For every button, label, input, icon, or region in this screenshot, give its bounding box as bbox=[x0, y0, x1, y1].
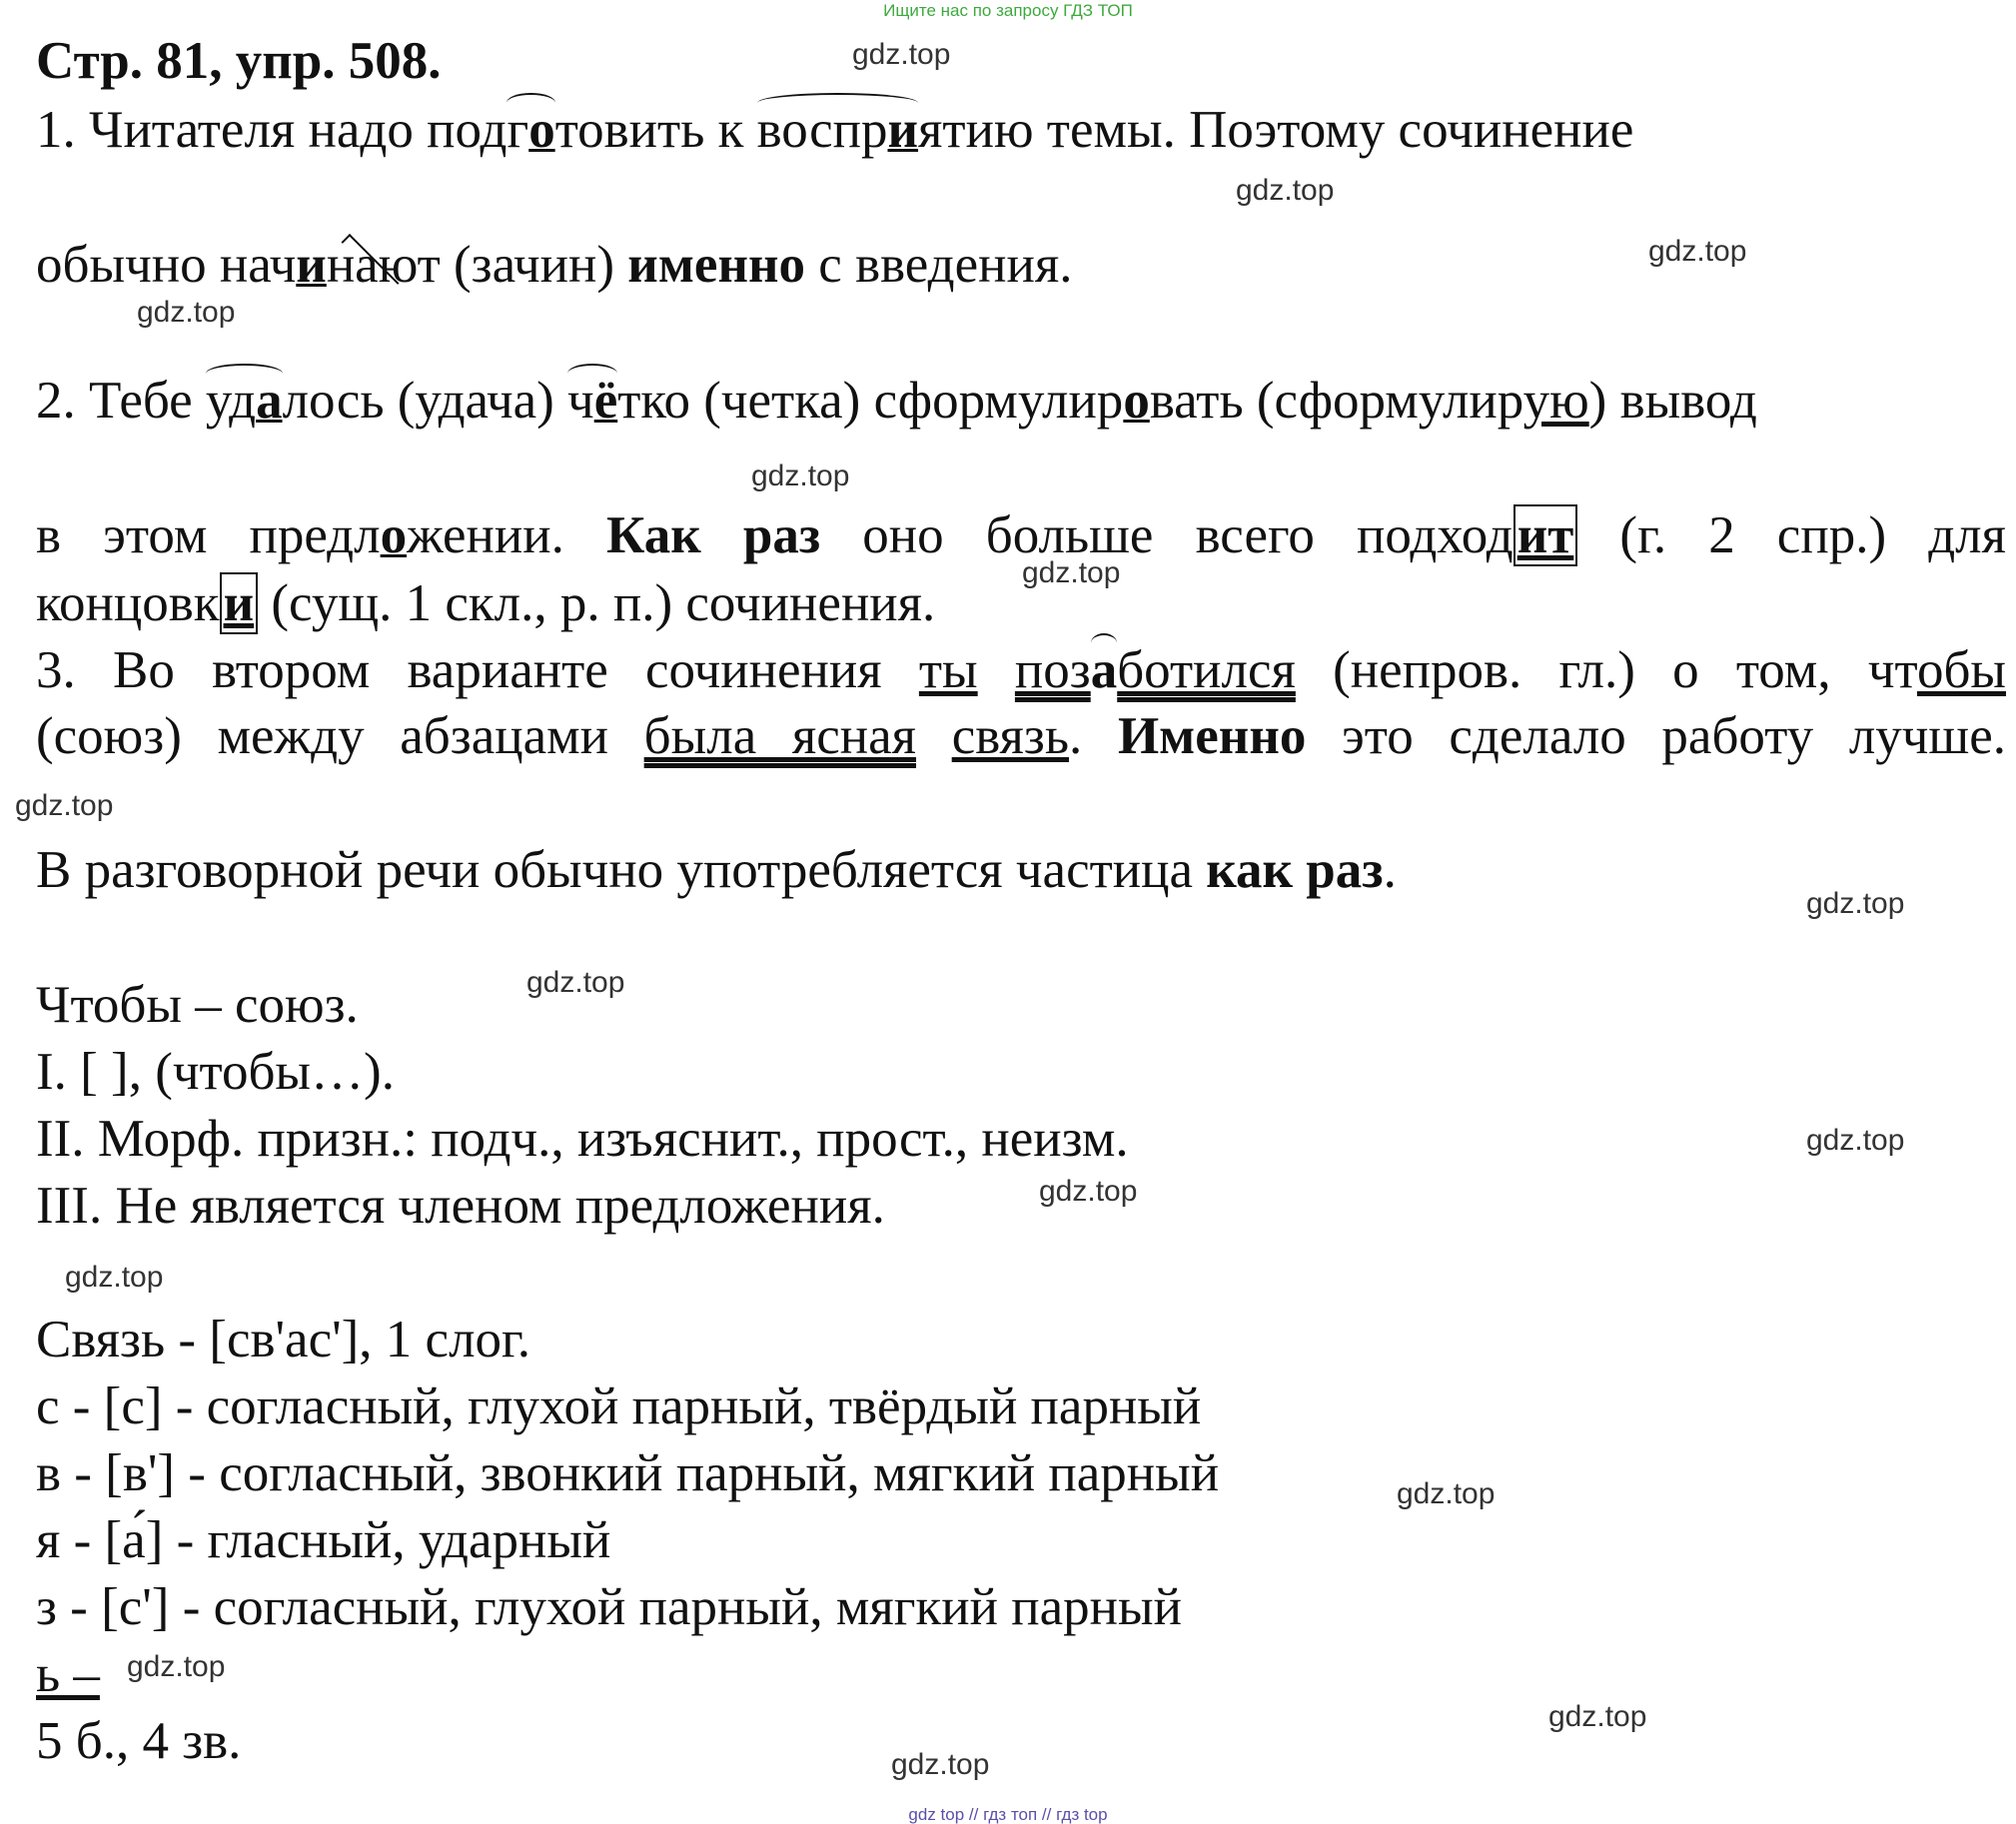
particle: как раз bbox=[1206, 841, 1384, 899]
text: (г. 2 спр.) для bbox=[1577, 506, 2006, 564]
text: воспр bbox=[756, 101, 888, 159]
text bbox=[978, 641, 1015, 699]
text: в этом предл bbox=[36, 506, 381, 564]
text: (зачин) bbox=[440, 236, 628, 294]
ending-box: и bbox=[220, 572, 259, 634]
text: (четка) сформулир bbox=[689, 372, 1124, 430]
text: тко bbox=[617, 372, 690, 430]
watermark: gdz.top bbox=[852, 38, 951, 71]
text: концовк bbox=[36, 574, 220, 632]
subject-underline: ты bbox=[918, 641, 978, 699]
particle: Именно bbox=[1117, 707, 1307, 765]
bottom-banner[interactable]: gdz top // гдз топ // гдз top bbox=[908, 1805, 1108, 1824]
soft-sign-line: ь – bbox=[36, 1645, 100, 1703]
particle: именно bbox=[627, 236, 806, 294]
text: (сущ. 1 скл., р. п.) сочинения. bbox=[258, 574, 936, 632]
analysis-line: III. Не является членом предложения. bbox=[36, 1177, 885, 1235]
watermark: gdz.top bbox=[1236, 174, 1335, 207]
analysis-line: II. Морф. призн.: подч., изъяснит., прост., неизм. bbox=[36, 1110, 1129, 1168]
text: В разговорной речи обычно употребляется частица bbox=[36, 841, 1207, 899]
text: ч bbox=[567, 372, 594, 430]
orthogram: ё bbox=[593, 372, 618, 430]
phonetic-line: Связь - [св'ас'], 1 слог. bbox=[36, 1311, 531, 1368]
watermark: gdz.top bbox=[526, 966, 625, 999]
text: . bbox=[1069, 707, 1118, 765]
watermark: gdz.top bbox=[127, 1650, 226, 1683]
sentence-1-line-2 bbox=[36, 234, 1072, 296]
watermark: gdz.top bbox=[1039, 1175, 1138, 1208]
root-arc: а bbox=[1090, 641, 1118, 699]
phonetic-line: я - [а́] - гласный, ударный bbox=[36, 1511, 611, 1569]
text: г bbox=[506, 101, 529, 159]
orthogram: о bbox=[1123, 372, 1150, 430]
text: оно больше всего подход bbox=[820, 506, 1513, 564]
watermark: gdz.top bbox=[1648, 235, 1747, 268]
root-arc bbox=[567, 370, 617, 432]
orthogram: о bbox=[528, 101, 555, 159]
watermark: gdz.top bbox=[1806, 887, 1905, 920]
watermark: gdz.top bbox=[15, 789, 114, 822]
phonetic-line: в - [в'] - согласный, звонкий парный, мягкий парный bbox=[36, 1444, 1220, 1502]
page-title: Стр. 81, упр. 508. bbox=[36, 32, 442, 90]
watermark: gdz.top bbox=[1397, 1477, 1496, 1510]
sentence-3-line-1 bbox=[36, 639, 2006, 701]
text: ятию темы. Поэтому сочинение bbox=[918, 101, 1634, 159]
text: 2. Тебе bbox=[36, 372, 206, 430]
analysis-line: Чтобы – союз. bbox=[36, 976, 359, 1034]
text: это сделало работу лучше. bbox=[1306, 707, 2007, 765]
sentence-2-line-2 bbox=[36, 504, 2006, 566]
watermark: gdz.top bbox=[751, 459, 850, 492]
particle: Как раз bbox=[606, 506, 821, 564]
conjunction-underline: обы bbox=[1916, 641, 2007, 699]
predicate-underline bbox=[1015, 641, 1296, 699]
orthogram: и bbox=[296, 236, 327, 294]
orthogram: и bbox=[887, 101, 919, 159]
text: вать (сформулир bbox=[1149, 372, 1523, 430]
root-arc bbox=[206, 370, 283, 432]
top-banner[interactable]: Ищите нас по запросу ГДЗ ТОП bbox=[883, 1, 1133, 20]
phonetic-line: з - [с'] - согласный, глухой парный, мягкий парный bbox=[36, 1578, 1182, 1636]
sentence-2-line-1 bbox=[36, 370, 1757, 432]
text: лось bbox=[282, 372, 385, 430]
ending-mark: нают bbox=[326, 236, 441, 294]
sentence-2-line-3 bbox=[36, 572, 935, 634]
sentence-1-line-1 bbox=[36, 99, 1633, 161]
watermark: gdz.top bbox=[1022, 556, 1121, 589]
text: ) вывод bbox=[1588, 372, 1757, 430]
watermark: gdz.top bbox=[65, 1261, 164, 1294]
text bbox=[916, 707, 952, 765]
orthogram: о bbox=[380, 506, 408, 564]
text: с введения. bbox=[805, 236, 1073, 294]
text: (удача) bbox=[384, 372, 568, 430]
text: (союз) между абзацами bbox=[36, 707, 644, 765]
subject-underline: связь bbox=[951, 707, 1070, 765]
text: (непров. гл.) о том, чт bbox=[1295, 641, 1917, 699]
suffix-underline: ую bbox=[1522, 372, 1589, 430]
predicate-underline: была ясная bbox=[643, 707, 917, 765]
sentence-3-line-2 bbox=[36, 705, 2006, 767]
text: 1. Читателя надо под bbox=[36, 101, 507, 159]
watermark: gdz.top bbox=[1806, 1124, 1905, 1157]
watermark: gdz.top bbox=[1548, 1700, 1647, 1733]
text: обычно нач bbox=[36, 236, 297, 294]
text: жении. bbox=[407, 506, 606, 564]
ending-box: ит bbox=[1513, 504, 1578, 566]
text: ботился bbox=[1117, 641, 1296, 699]
summary-line: 5 б., 4 зв. bbox=[36, 1712, 242, 1770]
root-arc bbox=[506, 99, 554, 161]
analysis-line: I. [ ], (чтобы…). bbox=[36, 1043, 395, 1101]
watermark: gdz.top bbox=[137, 296, 236, 329]
phonetic-line: с - [с] - согласный, глухой парный, твёрдый парный bbox=[36, 1377, 1202, 1435]
watermark: gdz.top bbox=[891, 1748, 990, 1781]
text: поз bbox=[1014, 641, 1091, 699]
note bbox=[36, 839, 1397, 901]
text: уд bbox=[205, 372, 257, 430]
text: . bbox=[1383, 841, 1397, 899]
orthogram: а bbox=[256, 372, 283, 430]
text: 3. Во втором варианте сочинения bbox=[36, 641, 919, 699]
root-arc bbox=[757, 99, 918, 161]
text: товить к bbox=[554, 101, 757, 159]
